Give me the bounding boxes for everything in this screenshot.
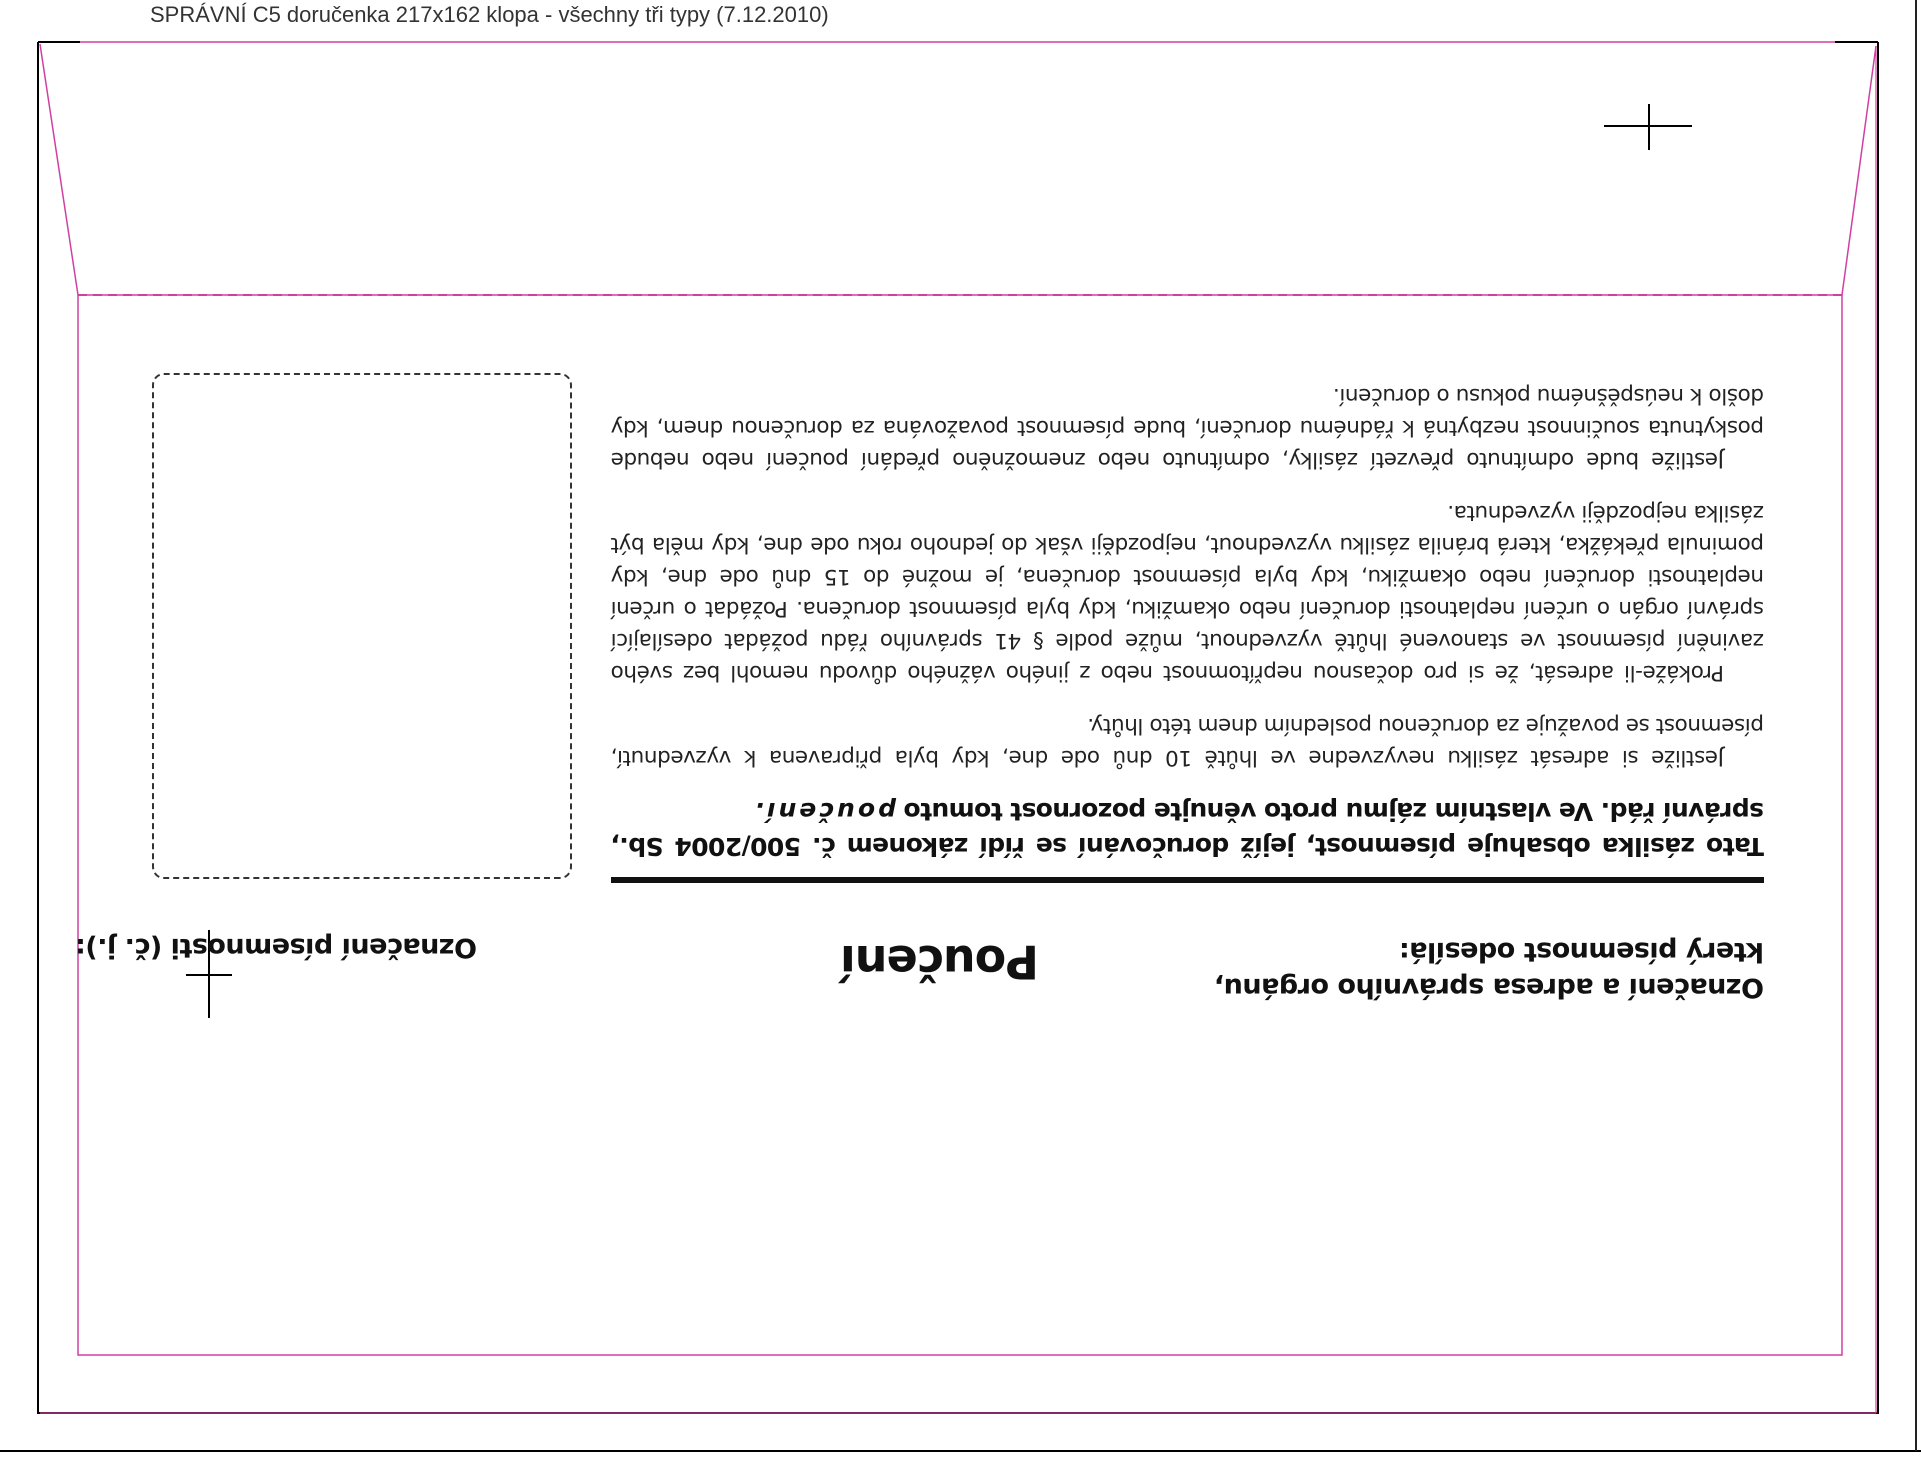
notice-heading: Poučení [840, 935, 1039, 989]
notice-lead-emphasis: poučení. [751, 797, 896, 826]
page-title: SPRÁVNÍ C5 doručenka 217x162 klopa - všechny tři typy (7.12.2010) [150, 2, 829, 27]
notice-block [611, 379, 1764, 883]
notice-paragraph-3: Jestliže bude odmítnuto převzetí zásilky, odmítnuto nebo znemožněno předání poučení nebo nebude poskytnuta součinnost nezbytná k řádnému doručení, bude písemnost považována za doručenou dnem, kdy došlo k neúspěšnému pokusu o doručení. [611, 383, 1764, 472]
document-reference-label: Označení písemnosti (č. j.): [75, 932, 477, 963]
sender-address-label [1204, 933, 1764, 1005]
notice-lead [611, 794, 1764, 864]
sender-address-label-line1: Označení a adresa správního orgánu, [1214, 972, 1764, 1003]
sender-address-label-line2: který písemnost odesílá: [1399, 936, 1764, 967]
notice-divider [611, 877, 1764, 883]
notice-paragraph-2: Prokáže-li adresát, že si pro dočasnou nepřítomnost nebo z jiného vážného důvodu nemohl bez svého zavinění písemnost ve stanovené lhůtě vyzvednout, může podle § 41 správního řádu požádat odesílající správní orgán o určení neplatnosti doručení nebo okamžiku, kdy byla písemnost doručena. Požádat o určení neplatnosti doručení nebo okamžiku, kdy byla písemnost doručena, je možné do 15 dnů ode dne, kdy pominula překážka, která bránila zásilku vyzvednout, nejpozději však do jednoho roku ode dne, kdy měla být zásilka nejpozději vyzvednuta. [611, 500, 1764, 685]
notice-paragraph-1: Jestliže si adresát zásilku nevyzvedne ve lhůtě 10 dnů ode dne, kdy byla připravena k vyzvednutí, písemnost se považuje za doručenou posledním dnem této lhůty. [611, 713, 1764, 770]
notice-lead-text: Tato zásilka obsahuje písemnost, jejíž doručování se řídí zákonem č. 500/2004 Sb., správní řád. Ve vlastním zájmu proto věnujte pozornost tomuto [611, 797, 1764, 861]
stamp-placeholder-box [152, 373, 572, 879]
